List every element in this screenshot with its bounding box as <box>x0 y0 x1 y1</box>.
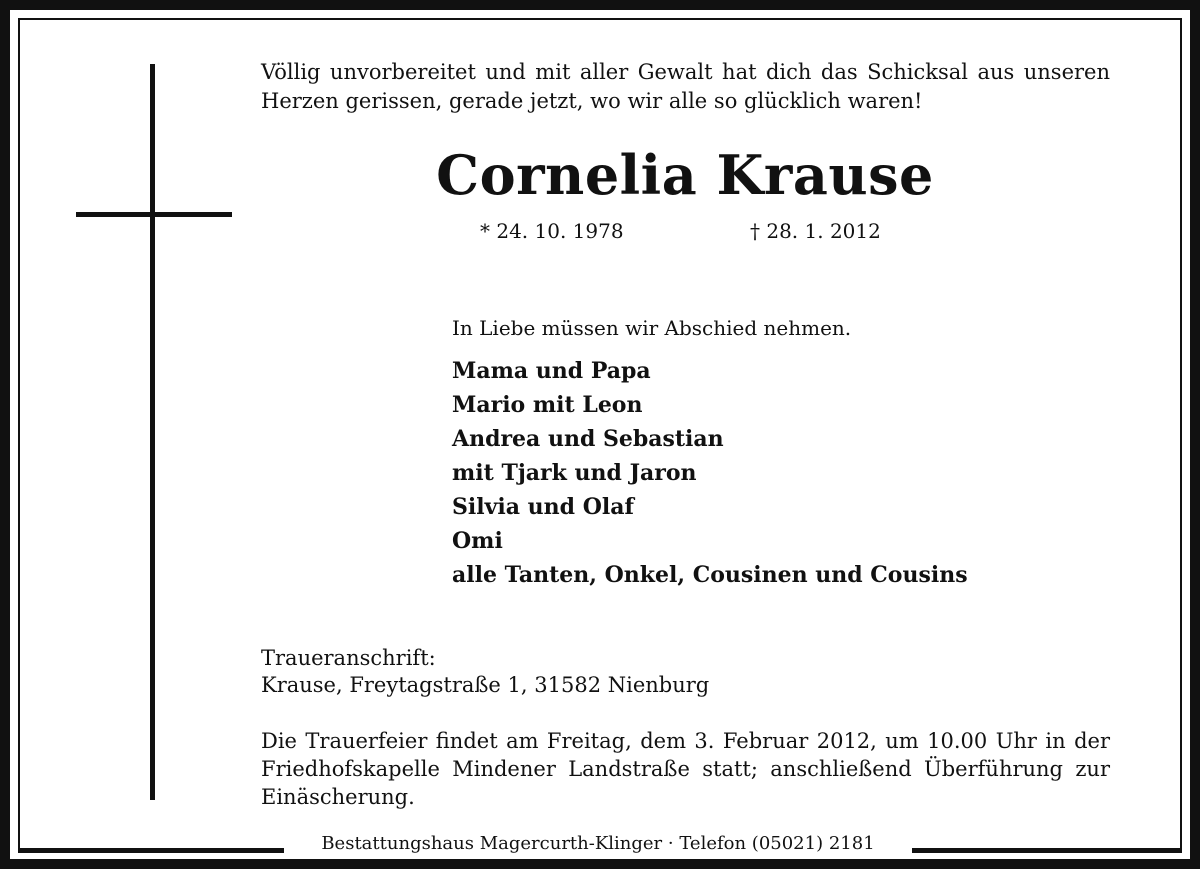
ceremony-text: Die Trauerfeier findet am Freitag, dem 3. Februar 2012, um 10.00 Uhr in der Friedhofskapelle Mindener Landstraße statt; anschließend Überführung zur Einäscherung. <box>261 729 1110 809</box>
cross-icon-horizontal-beam <box>76 212 232 217</box>
deceased-name: Cornelia Krause <box>436 143 934 207</box>
mourner-item: Mario mit Leon <box>452 392 643 418</box>
mourner-item: Mama und Papa <box>452 358 651 384</box>
mourner-item: alle Tanten, Onkel, Cousinen und Cousins <box>452 562 968 588</box>
mourner-item: Omi <box>452 528 503 554</box>
funeral-home-footer: Bestattungshaus Magercurth-Klinger · Telefon (05021) 2181 <box>284 832 912 856</box>
address-label: Traueranschrift: <box>261 646 436 670</box>
cross-icon-vertical-beam <box>150 64 155 800</box>
address-value: Krause, Freytagstraße 1, 31582 Nienburg <box>261 673 710 697</box>
death-date: † 28. 1. 2012 <box>750 219 881 243</box>
mourner-item: Silvia und Olaf <box>452 494 634 520</box>
mourner-item: mit Tjark und Jaron <box>452 460 697 486</box>
birth-date: * 24. 10. 1978 <box>480 219 624 243</box>
footer-rule-left <box>18 848 284 853</box>
mourners-list <box>452 354 968 592</box>
mourner-item: Andrea und Sebastian <box>452 426 724 452</box>
intro-text: Völlig unvorbereitet und mit aller Gewalt hat dich das Schicksal aus unseren Herzen gerissen, gerade jetzt, wo wir alle so glücklich waren! <box>261 60 1110 113</box>
farewell-text: In Liebe müssen wir Abschied nehmen. <box>452 316 852 340</box>
footer-rule-right <box>912 848 1182 853</box>
